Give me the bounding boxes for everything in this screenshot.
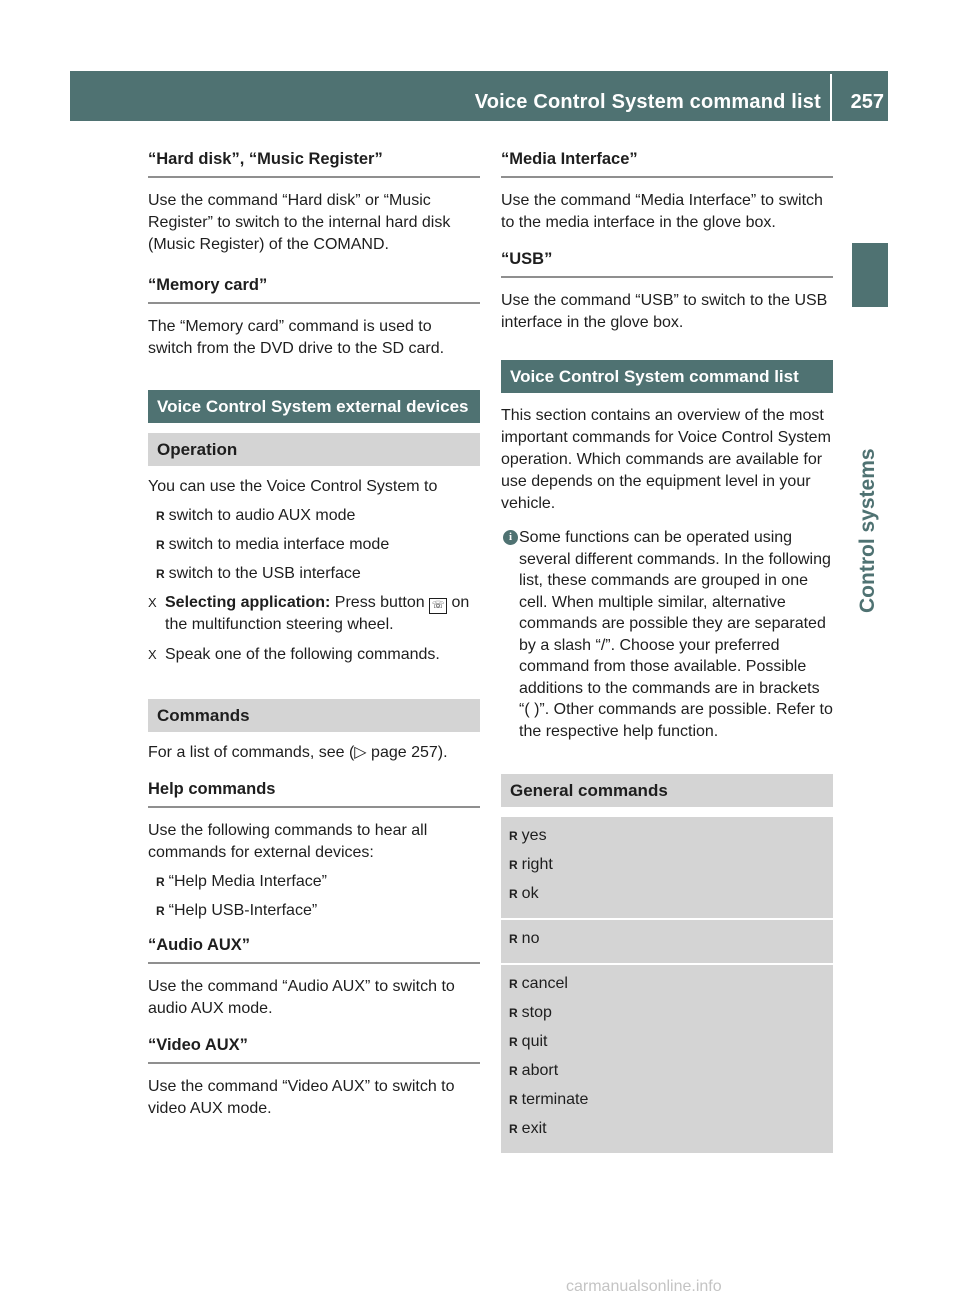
operation-list <box>148 505 480 585</box>
text-commands: For a list of commands, see (▷ page 257). <box>148 744 448 761</box>
bullet-icon: R <box>156 567 165 581</box>
list-item: R “Help Media Interface” <box>156 873 327 890</box>
table-row <box>501 817 833 920</box>
list-item: R no <box>509 930 540 947</box>
text-command-list-intro: This section contains an overview of the most important commands for Voice Control System operation. Which commands are available for use depends on the equipment level in your vehicle. <box>501 407 831 512</box>
table-row <box>501 965 833 1155</box>
phone-button-icon: ☏ <box>429 598 447 614</box>
info-icon: i <box>503 530 518 545</box>
list-item: R switch to the USB interface <box>156 565 361 582</box>
bullet-icon: R <box>509 1006 518 1020</box>
list-item: R terminate <box>509 1091 589 1108</box>
list-item: R yes <box>509 827 547 844</box>
list-item: R “Help USB-Interface” <box>156 902 318 919</box>
text-media-interface: Use the command “Media Interface” to switch to the media interface in the glove box. <box>501 192 823 231</box>
bullet-icon: R <box>509 887 518 901</box>
heading-media-interface: “Media Interface” <box>501 150 833 178</box>
list-item: R cancel <box>509 975 568 992</box>
heading-audio-aux: “Audio AUX” <box>148 936 480 964</box>
heading-hard-disk: “Hard disk”, “Music Register” <box>148 150 480 178</box>
step-arrow-icon: X <box>148 595 157 610</box>
text-video-aux: Use the command “Video AUX” to switch to video AUX mode. <box>148 1078 455 1117</box>
heading-video-aux: “Video AUX” <box>148 1036 480 1064</box>
heading-usb: “USB” <box>501 250 833 278</box>
bullet-icon: R <box>509 977 518 991</box>
bullet-icon: R <box>509 1035 518 1049</box>
table-row <box>501 920 833 965</box>
list-item: R exit <box>509 1120 547 1137</box>
section-title-external-devices: Voice Control System external devices <box>148 390 480 423</box>
bullet-icon: R <box>156 904 165 918</box>
text-audio-aux: Use the command “Audio AUX” to switch to audio AUX mode. <box>148 978 455 1017</box>
heading-memory-card: “Memory card” <box>148 276 480 304</box>
bullet-icon: R <box>509 932 518 946</box>
left-column <box>148 150 480 1132</box>
info-text: Some functions can be operated using several different commands. In the following list, these commands are grouped in one cell. When multiple similar, alternative commands are possible they are separated by a slash “/”. Choose your preferred command from those available. Possible additions to the commands are in brackets “( )”. Other commands are possible. Refer to the respective help function. <box>519 529 833 740</box>
bullet-icon: R <box>509 1064 518 1078</box>
bullet-icon: R <box>509 1093 518 1107</box>
bullet-icon: R <box>509 1122 518 1136</box>
step-speak-command: X Speak one of the following commands. <box>148 644 480 666</box>
page-header <box>70 71 888 121</box>
bullet-icon: R <box>509 829 518 843</box>
list-item: R switch to media interface mode <box>156 536 390 553</box>
list-item: R quit <box>509 1033 548 1050</box>
heading-operation: Operation <box>148 433 480 466</box>
info-note <box>501 527 833 742</box>
list-item: R stop <box>509 1004 552 1021</box>
bullet-icon: R <box>156 875 165 889</box>
help-list <box>148 871 480 922</box>
text-operation-intro: You can use the Voice Control System to <box>148 478 438 495</box>
text-help-commands: Use the following commands to hear all commands for external devices: <box>148 822 428 861</box>
side-tab-marker <box>852 243 888 307</box>
step-selecting-application: X Selecting application: Press button ☏ on the multifunction steering wheel. <box>148 594 470 633</box>
header-divider <box>830 74 832 121</box>
side-tab-label: Control systems <box>856 448 879 613</box>
list-item: R ok <box>509 885 539 902</box>
watermark: carmanualsonline.info <box>566 1278 722 1295</box>
text-memory-card: The “Memory card” command is used to switch from the DVD drive to the SD card. <box>148 318 445 357</box>
bullet-icon: R <box>156 509 165 523</box>
bullet-icon: R <box>156 538 165 552</box>
text-hard-disk: Use the command “Hard disk” or “Music Register” to switch to the internal hard disk (Music Register) of the COMAND. <box>148 192 451 253</box>
list-item: R switch to audio AUX mode <box>156 507 356 524</box>
heading-commands: Commands <box>148 699 480 732</box>
bullet-icon: R <box>509 858 518 872</box>
text-usb: Use the command “USB” to switch to the USB interface in the glove box. <box>501 292 828 331</box>
header-title: Voice Control System command list <box>474 91 821 113</box>
step-arrow-icon: X <box>148 647 157 662</box>
list-item: R abort <box>509 1062 559 1079</box>
section-title-command-list: Voice Control System command list <box>501 360 833 393</box>
heading-help-commands: Help commands <box>148 780 480 808</box>
right-column <box>501 150 833 1155</box>
list-item: R right <box>509 856 553 873</box>
general-commands-table <box>501 817 833 1155</box>
page-number: 257 <box>850 91 884 113</box>
heading-general-commands: General commands <box>501 774 833 807</box>
